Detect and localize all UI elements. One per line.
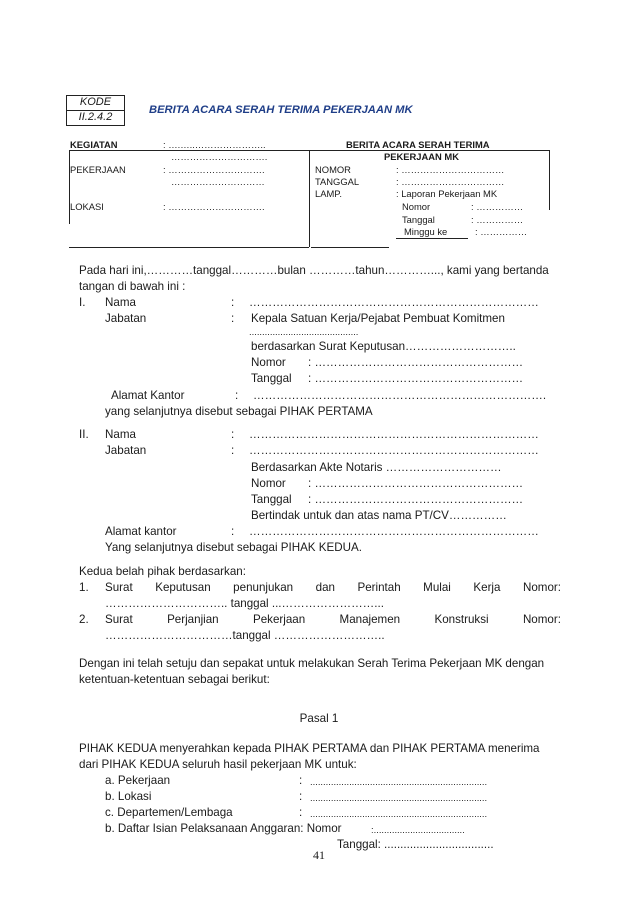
lokasi-value: : ………………………….: [163, 201, 265, 212]
sub-minggu-label: Minggu ke: [404, 226, 448, 237]
pihak1-alamat-colon: :: [235, 389, 239, 402]
basis-item2-line2: ……………………………tanggal ………………………..: [105, 629, 385, 642]
basis-item2-word: Manajemen: [339, 613, 401, 626]
kegiatan-label: KEGIATAN: [70, 139, 118, 150]
pihak2-nama-label: Nama: [105, 428, 136, 441]
pihak1-nomor-value: : ………………………………………………: [308, 356, 524, 369]
basis-item1-number: 1.: [79, 581, 89, 594]
pasal-title: Pasal 1: [299, 712, 339, 725]
dipa-tanggal: Tanggal: ..................................: [337, 838, 494, 851]
basis-item2-number: 2.: [79, 613, 89, 626]
pasal-item-label: a. Pekerjaan: [105, 774, 171, 787]
sub-tanggal-value: : ……………: [471, 214, 524, 225]
basis-item2-line1: [105, 613, 561, 626]
pihak2-alamat-label: Alamat kantor: [105, 525, 177, 538]
pihak1-nomor-label: Nomor: [251, 356, 286, 369]
kode-label: KODE: [79, 96, 112, 108]
pihak2-bertindak: Bertindak untuk dan atas nama PT/CV……………: [251, 509, 507, 522]
agreement-line-2: ketentuan-ketentuan sebagai berikut:: [79, 673, 270, 686]
tanggal-value: : ……………………………: [396, 176, 505, 187]
pihak2-alamat-value: …………………………………………………………………: [249, 525, 539, 538]
pihak2-closing: Yang selanjutnya disebut sebagai PIHAK KEDUA.: [105, 541, 362, 554]
basis-item1-word: Nomor:: [522, 581, 561, 594]
pihak2-tanggal-label: Tanggal: [251, 493, 292, 506]
table-right-border: [549, 150, 550, 210]
pihak1-jabatan-colon: :: [231, 312, 235, 325]
pekerjaan-value-2: …………………………: [171, 176, 265, 187]
pasal-item-colon: :: [299, 806, 303, 819]
lamp-label: LAMP.: [315, 188, 342, 199]
kegiatan-value-2: ………………………….: [171, 151, 268, 162]
pihak2-jabatan-value: …………………………………………………………………: [249, 444, 539, 457]
pihak1-nama-value: …………………………………………………………………: [249, 296, 539, 309]
pekerjaan-value: : ………………………….: [163, 164, 265, 175]
pihak2-jabatan-label: Jabatan: [105, 444, 147, 457]
pasal-item-label: b. Lokasi: [105, 790, 152, 803]
table-left-border: [69, 150, 70, 224]
pihak1-keputusan: berdasarkan Surat Keputusan………………………..: [251, 340, 516, 353]
basis-item1-word: Kerja: [473, 581, 501, 594]
nomor-label: NOMOR: [315, 164, 351, 175]
basis-item2-word: Surat: [105, 613, 133, 626]
intro-line-2: tangan di bawah ini :: [79, 280, 186, 293]
pihak2-nomor-value: : ………………………………………………: [308, 477, 524, 490]
pihak1-tanggal-value: : ………………………………………………: [308, 372, 524, 385]
dipa-nomor: :...................................: [371, 824, 465, 835]
basis-item1-word: Surat: [105, 581, 133, 594]
basis-item1-word: Perintah: [357, 581, 401, 594]
right-heading-1: BERITA ACARA SERAH TERIMA: [346, 139, 490, 150]
pihak2-jabatan-colon: :: [231, 444, 235, 457]
pihak1-jabatan-value: Kepala Satuan Kerja/Pejabat Pembuat Komitmen: [251, 312, 505, 325]
pasal-item-value: ....................................................................: [310, 776, 488, 787]
basis-item2-word: Pekerjaan: [252, 613, 306, 626]
pihak2-number: II.: [79, 428, 89, 441]
pihak1-nama-colon: :: [231, 296, 235, 309]
basis-intro: Kedua belah pihak berdasarkan:: [79, 565, 246, 578]
pihak1-jabatan-dots: ..........................................: [249, 326, 359, 337]
basis-item1-line2: ………………………….. tanggal ...……………………...: [105, 597, 384, 610]
basis-item2-word: Nomor:: [522, 613, 561, 626]
pekerjaan-label: PEKERJAAN: [70, 164, 126, 175]
kode-box: [66, 95, 125, 126]
basis-item1-word: Mulai: [423, 581, 451, 594]
tanggal-label: TANGGAL: [315, 176, 360, 187]
minggu-underline: [396, 238, 468, 239]
pihak2-tanggal-value: : ………………………………………………: [308, 493, 524, 506]
pihak1-jabatan-label: Jabatan: [105, 312, 147, 325]
pasal-line-1: PIHAK KEDUA menyerahkan kepada PIHAK PERTAMA dan PIHAK PERTAMA menerima: [79, 742, 540, 755]
sub-nomor-value: : ……………: [471, 201, 524, 212]
pasal-item-label: c. Departemen/Lembaga: [105, 806, 233, 819]
pasal-item-colon: :: [299, 774, 303, 787]
pihak1-alamat-value: ………………………………………………………………….: [253, 389, 547, 402]
pasal-line-2: dari PIHAK KEDUA seluruh hasil pekerjaan MK untuk:: [79, 758, 357, 771]
basis-item2-word: Konstruksi: [434, 613, 489, 626]
kode-value: II.2.4.2: [78, 111, 113, 123]
sub-minggu-value: : ……………: [475, 226, 528, 237]
pihak1-tanggal-label: Tanggal: [251, 372, 292, 385]
agreement-line-1: Dengan ini telah setuju dan sepakat untuk melakukan Serah Terima Pekerjaan MK dengan: [79, 657, 545, 670]
lokasi-label: LOKASI: [70, 201, 104, 212]
kegiatan-value: : ….…..…………………..: [163, 139, 266, 150]
sub-tanggal-label: Tanggal: [402, 214, 435, 225]
table-center-border: [309, 150, 310, 247]
basis-item1-word: Keputusan: [155, 581, 211, 594]
dipa-label: b. Daftar Isian Pelaksanaan Anggaran: Nomor: [105, 822, 342, 835]
pasal-item-colon: :: [299, 790, 303, 803]
document-title: BERITA ACARA SERAH TERIMA PEKERJAAN MK: [149, 104, 413, 116]
pihak2-nama-colon: :: [231, 428, 235, 441]
right-heading-2: PEKERJAAN MK: [384, 151, 460, 162]
pihak1-nama-label: Nama: [105, 296, 136, 309]
basis-item1-word: penunjukan: [233, 581, 294, 594]
pihak2-nomor-label: Nomor: [251, 477, 286, 490]
intro-line-1: Pada hari ini,…………tanggal…………bulan …………tahun…………..., kami yang bertanda: [79, 264, 549, 277]
table-bottom-left: [69, 247, 309, 248]
basis-item1-word: dan: [315, 581, 335, 594]
pihak2-akte: Berdasarkan Akte Notaris …………………………: [251, 461, 502, 474]
pihak1-number: I.: [79, 296, 86, 309]
pihak2-alamat-colon: :: [231, 525, 235, 538]
pasal-item-value: ....................................................................: [310, 792, 488, 803]
basis-item1-line1: [105, 581, 561, 594]
sub-nomor-label: Nomor: [402, 201, 431, 212]
table-bottom-mid: [311, 247, 389, 248]
pihak1-closing: yang selanjutnya disebut sebagai PIHAK PERTAMA: [105, 405, 373, 418]
pasal-item-value: ....................................................................: [310, 808, 488, 819]
basis-item2-word: Perjanjian: [167, 613, 219, 626]
lamp-value: : Laporan Pekerjaan MK: [396, 188, 498, 199]
page-number: 41: [313, 848, 325, 862]
nomor-value: : ……………………………: [396, 164, 505, 175]
pihak2-nama-value: …………………………………………………………………: [249, 428, 539, 441]
pihak1-alamat-label: Alamat Kantor: [111, 389, 185, 402]
